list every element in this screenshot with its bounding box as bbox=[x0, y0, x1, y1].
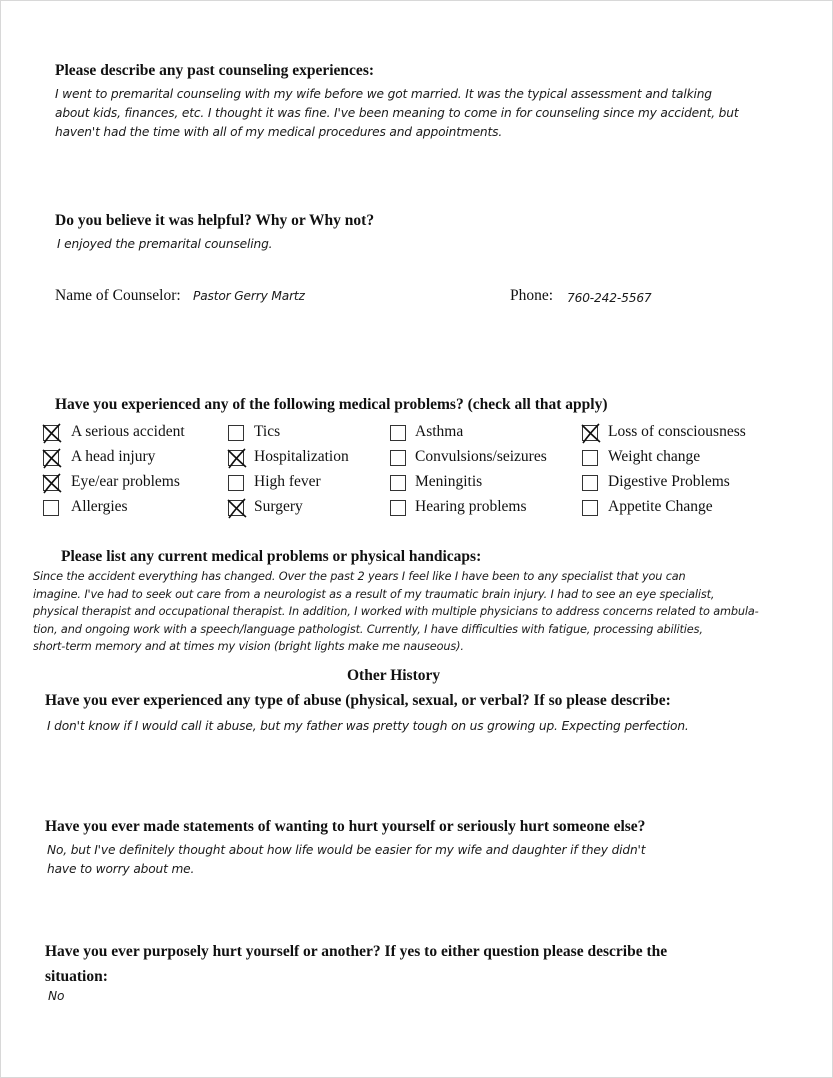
check-x-mark-icon bbox=[41, 472, 63, 494]
checkbox-label-a-head-injury: A head injury bbox=[71, 448, 156, 465]
answer-line: haven't had the time with all of my medical procedures and appointments. bbox=[55, 125, 503, 139]
checkbox-digestive-problems[interactable] bbox=[582, 475, 598, 491]
answer-line: about kids, finances, etc. I thought it was fine. I've been meaning to come in for counseling since my accident, but bbox=[55, 106, 739, 120]
helpful-question: Do you believe it was helpful? Why or Why not? bbox=[55, 212, 375, 229]
purposely-hurt-question-line2: situation: bbox=[45, 968, 108, 985]
check-x-mark-icon bbox=[580, 422, 602, 444]
checkbox-label-digestive-problems: Digestive Problems bbox=[608, 473, 730, 490]
checkbox-loss-of-consciousness[interactable] bbox=[582, 425, 598, 441]
answer-line: I went to premarital counseling with my wife before we got married. It was the typical assessment and talking bbox=[55, 87, 712, 101]
answer-line: imagine. I've had to seek out care from a neurologist as a result of my traumatic brain injury. I had to see an eye specialist, bbox=[33, 587, 715, 601]
abuse-question: Have you ever experienced any type of abuse (physical, sexual, or verbal? If so please describe: bbox=[45, 692, 671, 709]
checkbox-weight-change[interactable] bbox=[582, 450, 598, 466]
past-counseling-question: Please describe any past counseling experiences: bbox=[55, 62, 375, 79]
checkbox-label-asthma: Asthma bbox=[415, 423, 464, 440]
purposely-hurt-answer[interactable]: No bbox=[48, 989, 65, 1003]
checkbox-a-serious-accident[interactable] bbox=[43, 425, 59, 441]
checkbox-label-hearing-problems: Hearing problems bbox=[415, 498, 527, 515]
answer-line: have to worry about me. bbox=[47, 862, 195, 876]
answer-line: physical therapist and occupational therapist. In addition, I worked with multiple physicians to address concerns related to ambula- bbox=[33, 605, 759, 618]
answer-line: Since the accident everything has changed. Over the past 2 years I feel like I have been to any specialist that you can bbox=[33, 570, 686, 583]
hurt-statements-answer[interactable] bbox=[47, 841, 807, 879]
checkbox-label-hospitalization: Hospitalization bbox=[254, 448, 349, 465]
checkbox-label-a-serious-accident: A serious accident bbox=[71, 423, 185, 440]
phone-value[interactable]: 760-242-5567 bbox=[567, 291, 652, 305]
counselor-name-value[interactable]: Pastor Gerry Martz bbox=[193, 289, 305, 303]
checkbox-label-allergies: Allergies bbox=[71, 498, 128, 515]
helpful-answer[interactable]: I enjoyed the premarital counseling. bbox=[57, 237, 273, 251]
medical-problems-question: Have you experienced any of the following medical problems? (check all that apply) bbox=[55, 396, 608, 413]
checkbox-label-convulsions-seizures: Convulsions/seizures bbox=[415, 448, 547, 465]
checkbox-appetite-change[interactable] bbox=[582, 500, 598, 516]
answer-line: short-term memory and at times my vision (bright lights make me nauseous). bbox=[33, 640, 464, 653]
answer-line: No, but I've definitely thought about how life would be easier for my wife and daughter if they didn't bbox=[47, 843, 646, 857]
checkbox-label-high-fever: High fever bbox=[254, 473, 321, 490]
checkbox-asthma[interactable] bbox=[390, 425, 406, 441]
checkbox-allergies[interactable] bbox=[43, 500, 59, 516]
check-x-mark-icon bbox=[226, 447, 248, 469]
abuse-answer[interactable]: I don't know if I would call it abuse, but my father was pretty tough on us growing up. Expecting perfection. bbox=[47, 719, 689, 733]
check-x-mark-icon bbox=[226, 497, 248, 519]
checkbox-label-tics: Tics bbox=[254, 423, 281, 440]
past-counseling-answer[interactable] bbox=[55, 85, 825, 142]
checkbox-tics[interactable] bbox=[228, 425, 244, 441]
other-history-heading: Other History bbox=[347, 667, 441, 684]
checkbox-surgery[interactable] bbox=[228, 500, 244, 516]
current-medical-question: Please list any current medical problems or physical handicaps: bbox=[61, 548, 482, 565]
counselor-name-label: Name of Counselor: bbox=[55, 287, 181, 304]
checkbox-high-fever[interactable] bbox=[228, 475, 244, 491]
checkbox-label-appetite-change: Appetite Change bbox=[608, 498, 713, 515]
purposely-hurt-question-line1: Have you ever purposely hurt yourself or another? If yes to either question please describe the bbox=[45, 943, 668, 960]
checkbox-label-weight-change: Weight change bbox=[608, 448, 701, 465]
checkbox-label-surgery: Surgery bbox=[254, 498, 303, 515]
checkbox-label-eye-ear-problems: Eye/ear problems bbox=[71, 473, 180, 490]
checkbox-label-meningitis: Meningitis bbox=[415, 473, 483, 490]
checkbox-a-head-injury[interactable] bbox=[43, 450, 59, 466]
checkbox-convulsions-seizures[interactable] bbox=[390, 450, 406, 466]
hurt-statements-question: Have you ever made statements of wanting to hurt yourself or seriously hurt someone else? bbox=[45, 818, 646, 835]
phone-label: Phone: bbox=[510, 287, 554, 304]
checkbox-meningitis[interactable] bbox=[390, 475, 406, 491]
checkbox-label-loss-of-consciousness: Loss of consciousness bbox=[608, 423, 746, 440]
current-medical-answer[interactable] bbox=[33, 568, 823, 656]
answer-line: tion, and ongoing work with a speech/language pathologist. Currently, I have difficulties with fatigue, processing abilities, bbox=[33, 622, 703, 636]
checkbox-hearing-problems[interactable] bbox=[390, 500, 406, 516]
checkbox-eye-ear-problems[interactable] bbox=[43, 475, 59, 491]
checkbox-hospitalization[interactable] bbox=[228, 450, 244, 466]
check-x-mark-icon bbox=[41, 422, 63, 444]
check-x-mark-icon bbox=[41, 447, 63, 469]
